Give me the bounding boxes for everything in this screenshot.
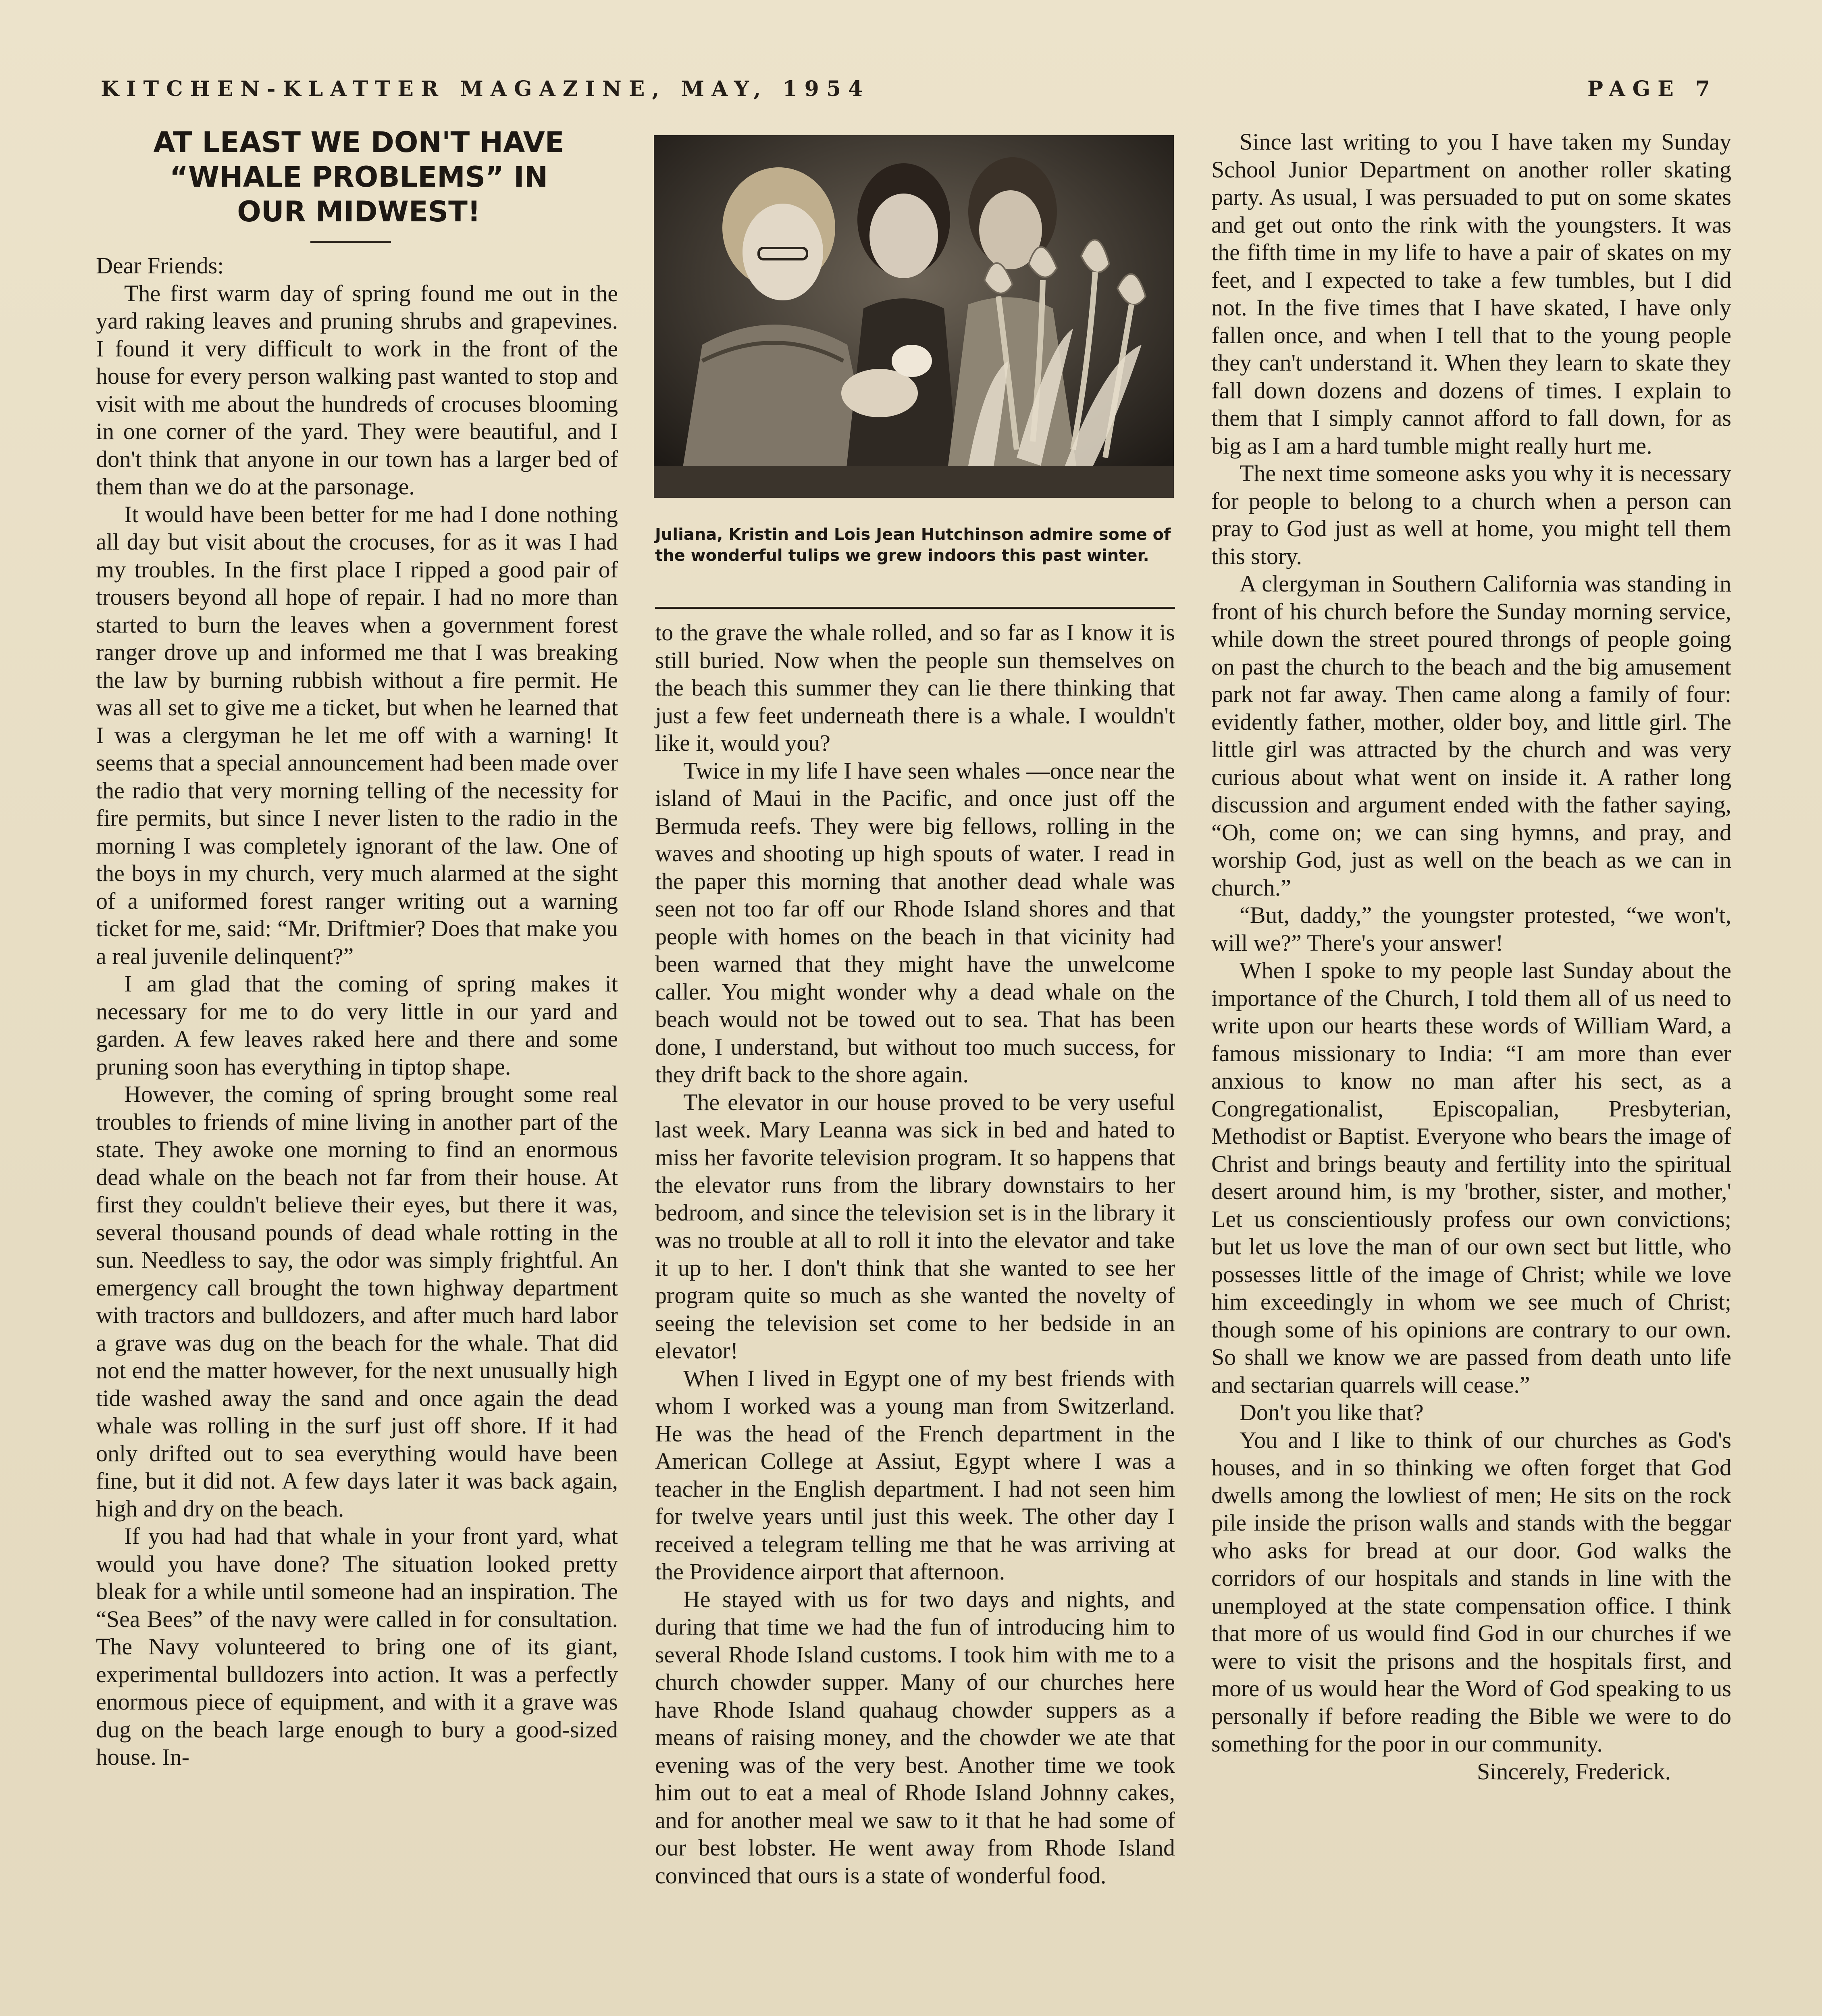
- running-header: [101, 77, 1717, 113]
- signature: Sincerely, Frederick.: [1477, 1758, 1671, 1785]
- header-title: KITCHEN-KLATTER MAGAZINE, MAY, 1954: [101, 77, 870, 101]
- paragraph: You and I like to think of our churches as God's houses, and in so thinking we often forget that God dwells among the lowliest of men; He sits on the rock pile inside the prison walls and stands with the beggar who asks for bread at our door. God walks the corridors of our hospitals and stands in line with the unemployed at the state compensation office. I think that more of us would find God in our churches if we were to visit the prisons and the hospitals first, and more of us would hear the Word of God speaking to us personally if before reading the Bible we were to do something for the poor in our community.: [1211, 1427, 1731, 1757]
- paragraph: The first warm day of spring found me out in the yard raking leaves and pruning shrubs and grapevines. I found it very difficult to work in the front of the house for every person walking past wanted to stop and visit with me about the hundreds of crocuses blooming in one corner of the yard. They were beautiful, and I don't think that anyone in our town has a larger bed of them than we do at the parsonage.: [96, 280, 618, 500]
- salutation: Dear Friends:: [96, 252, 224, 279]
- paragraph: When I lived in Egypt one of my best friends with whom I worked was a young man from Switzerland. He was the head of the French department in the American College at Assiut, Egypt where I was a teacher in the English department. I had not seen him for twelve years until just this week. The other day I received a telegram telling me that he was arriving at the Providence airport that afternoon.: [655, 1365, 1175, 1585]
- paragraph: He stayed with us for two days and nights, and during that time we had the fun of introducing him to several Rhode Island customs. I took him with me to a church chowder supper. Many of our churches here have Rhode Island quahaug chowder suppers as a means of raising money, and the chowder we ate that evening was of the very best. Another time we took him out to eat a meal of Rhode Island Johnny cakes, and for another meal we saw to it that he had some of our best lobster. He went away from Rhode Island convinced that ours is a state of wonderful food.: [655, 1586, 1175, 1889]
- paragraph: It would have been better for me had I done nothing all day but visit about the crocuses, for as it was I had my troubles. In the first place I ripped a good pair of trousers beyond all hope of repair. I had no more than started to burn the leaves when a government forest ranger drove up and informed me that I was breaking the law by burning rubbish without a fire permit. He was all set to give me a ticket, but when he learned that I was a clergyman he let me off with a warning! It seems that a special announcement had been made over the radio that very morning telling of the necessity for fire permits, but since I never listen to the radio in the morning I was completely ignorant of the law. One of the boys in my church, very much alarmed at the sight of a uniformed forest ranger writing out a warning ticket for me, said: “Mr. Driftmier? Does that make you a real juvenile delinquent?”: [96, 501, 618, 969]
- paragraph: Since last writing to you I have taken my Sunday School Junior Department on another roller skating party. As usual, I was persuaded to put on some skates and get out onto the rink with the youngsters. It was the fifth time in my life to have a pair of skates on my feet, and I expected to take a few tumbles, but I did not. In the five times that I have skated, I have only fallen once, and when I tell that to the young people they can't understand it. When they learn to skate they fall down dozens and dozens of times. I explain to them that I simply cannot afford to fall down, for as big as I am a hard tumble might really hurt me.: [1211, 129, 1731, 459]
- photo-caption: Juliana, Kristin and Lois Jean Hutchinson admire some of the wonderful tulips we grew indoors this past winter.: [655, 525, 1171, 565]
- title-line: “WHALE PROBLEMS” IN: [169, 160, 548, 194]
- paragraph: I am glad that the coming of spring makes it necessary for me to do very little in our yard and garden. A few leaves raked here and there and some pruning soon has everything in tiptop shape.: [96, 971, 618, 1080]
- paragraph: The elevator in our house proved to be very useful last week. Mary Leanna was sick in bed and hated to miss her favorite television program. It so happens that the elevator runs from the library downstairs to her bedroom, and since the television set is in the library it was no trouble at all to roll it into the elevator and take it up to her. I don't think that she wanted to see her program quite so much as she wanted the novelty of seeing the television set come to her bedside in an elevator!: [655, 1089, 1175, 1364]
- paragraph: When I spoke to my people last Sunday about the importance of the Church, I told them all of us need to write upon our hearts these words of William Ward, a famous missionary to India: “I am more than ever anxious to know no man after his sect, as a Congregationalist, Episcopalian, Presbyterian, Methodist or Baptist. Everyone who bears the image of Christ and brings beauty and fertility into the spiritual desert around him, is my 'brother, sister, and mother,' Let us conscientiously profess our own convictions; but let us love the man of our own sect but little, who possesses little of the image of Christ; while we love him exceedingly in whom we see much of Christ; though some of his opinions are contrary to our own. So shall we know we are passed from death unto life and sectarian quarrels will cease.”: [1211, 957, 1731, 1398]
- paragraph: However, the coming of spring brought some real troubles to friends of mine living in another part of the state. They awoke one morning to find an enormous dead whale on the beach not far from their house. At first they couldn't believe their eyes, but there it was, several thousand pounds of dead whale rotting in the sun. Needless to say, the odor was simply frightful. An emergency call brought the town highway department with tractors and bulldozers, and after much hard labor a grave was dug on the beach for the whale. That did not end the matter however, for the next unusually high tide washed away the sand and once again the dead whale was rolling in the surf just off shore. If it had only drifted out to sea everything would have been fine, but it did not. A few days later it was back again, high and dry on the beach.: [96, 1081, 618, 1522]
- paragraph-continued: to the grave the whale rolled, and so far as I know it is still buried. Now when the people sun themselves on the beach this summer they can lie there thinking that just a few feet underneath there is a whale. I wouldn't like it, would you?: [655, 619, 1175, 756]
- page-number: PAGE 7: [1587, 77, 1717, 101]
- title-line: OUR MIDWEST!: [237, 195, 480, 228]
- photo-girls-with-tulips: [654, 135, 1174, 498]
- paragraph: Don't you like that?: [1240, 1399, 1424, 1425]
- column-2: [655, 619, 1175, 1889]
- title-line: AT LEAST WE DON'T HAVE: [153, 126, 564, 159]
- caption-divider: [655, 607, 1175, 609]
- photo-illustration: [654, 135, 1174, 498]
- column-3: [1211, 128, 1731, 1785]
- column-1: [96, 252, 618, 1771]
- paragraph: “But, daddy,” the youngster protested, “we won't, will we?” There's your answer!: [1211, 902, 1731, 956]
- article-title: [121, 125, 597, 229]
- paragraph: If you had had that whale in your front yard, what would you have done? The situation looked pretty bleak for a while until someone had an inspiration. The “Sea Bees” of the navy were called in for consultation. The Navy volunteered to bring one of its giant, experimental bulldozers into action. It was a perfectly enormous piece of equipment, and with it a grave was dug on the beach large enough to bury a good-sized house. In-: [96, 1523, 618, 1770]
- paragraph: The next time someone asks you why it is necessary for people to belong to a church when a person can pray to God just as well at home, you might tell them this story.: [1211, 460, 1731, 569]
- title-divider: [310, 241, 391, 243]
- paragraph: Twice in my life I have seen whales —once near the island of Maui in the Pacific, and once just off the Bermuda reefs. They were big fellows, rolling in the waves and shooting up high spouts of water. I read in the paper this morning that another dead whale was seen not too far off our Rhode Island shores and that people with homes on the beach in that vicinity had been warned that they might have the unwelcome caller. You might wonder why a dead whale on the beach would not be towed out to sea. That has been done, I understand, but without too much success, for they drift back to the shore again.: [655, 757, 1175, 1087]
- paragraph: A clergyman in Southern California was standing in front of his church before the Sunday morning service, while down the street poured throngs of people going on past the church to the beach and the big amusement park not far away. Then came along a family of four: evidently father, mother, older boy, and little girl. The little girl was attracted by the church and was very curious about what went on inside it. A rather long discussion and argument ended with the father saying, “Oh, come on; we can sing hymns, and pray, and worship God, just as well on the beach as we can in church.”: [1211, 571, 1731, 901]
